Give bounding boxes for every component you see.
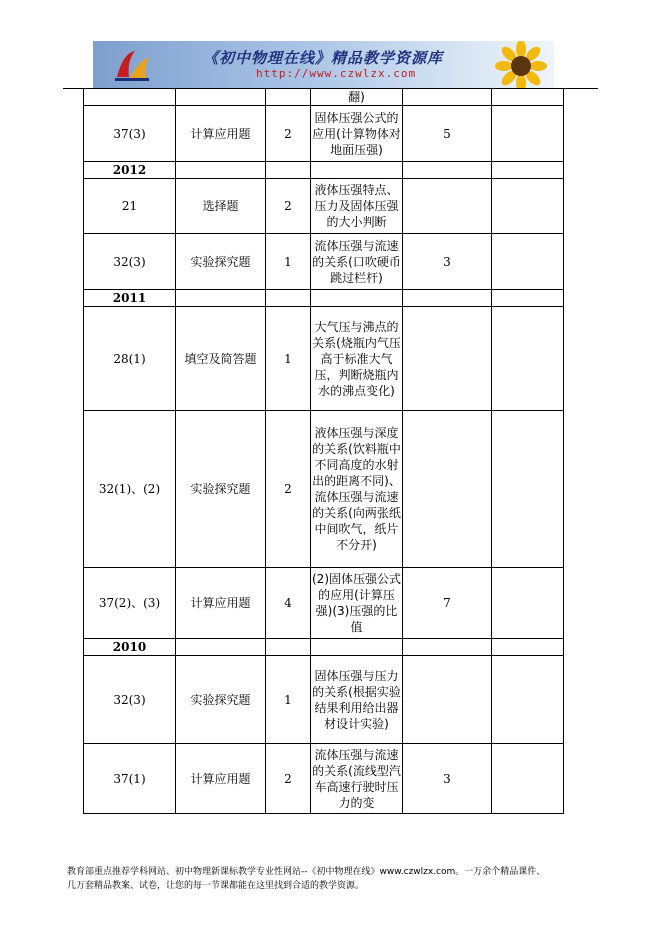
question-number-cell: 32(1)、(2)	[84, 411, 176, 568]
total-score-cell	[403, 656, 492, 744]
score-cell: 2	[266, 744, 311, 814]
empty-cell	[176, 290, 266, 307]
score-cell: 2	[266, 179, 311, 234]
question-type-cell: 计算应用题	[176, 744, 266, 814]
question-type-cell: 选择题	[176, 179, 266, 234]
empty-cell	[311, 290, 403, 307]
extra-cell	[492, 106, 564, 162]
table-row	[84, 89, 564, 106]
extra-cell	[492, 307, 564, 411]
question-type-cell: 实验探究题	[176, 234, 266, 290]
score-cell: 2	[266, 106, 311, 162]
footer-line-1: 教育部重点推荐学科网站、初中物理新课标教学专业性网站--《初中物理在线》www.czwlzx.com。一万余个精品课件、	[67, 867, 546, 877]
question-type-cell: 实验探究题	[176, 656, 266, 744]
year-row	[84, 639, 564, 656]
exam-analysis-table	[83, 88, 564, 814]
empty-cell	[266, 290, 311, 307]
empty-cell	[403, 639, 492, 656]
extra-cell	[492, 89, 564, 106]
question-number-cell	[84, 89, 176, 106]
question-type-cell: 计算应用题	[176, 568, 266, 639]
score-cell: 1	[266, 307, 311, 411]
total-score-cell: 3	[403, 234, 492, 290]
topic-cell: 翻)	[311, 89, 403, 106]
score-cell: 1	[266, 656, 311, 744]
question-number-cell: 28(1)	[84, 307, 176, 411]
topic-cell: 固体压强公式的应用(计算物体对地面压强)	[311, 106, 403, 162]
question-number-cell: 32(3)	[84, 656, 176, 744]
site-logo-icon	[113, 47, 151, 83]
empty-cell	[311, 639, 403, 656]
score-cell: 4	[266, 568, 311, 639]
extra-cell	[492, 656, 564, 744]
table-row	[84, 744, 564, 814]
topic-cell: 固体压强与压力的关系(根据实验结果利用给出器材设计实验)	[311, 656, 403, 744]
table-row	[84, 568, 564, 639]
extra-cell	[492, 179, 564, 234]
footer-note	[67, 865, 627, 893]
topic-cell: 液体压强特点、压力及固体压强的大小判断	[311, 179, 403, 234]
topic-cell: 流体压强与流速的关系(流线型汽车高速行驶时压力的变	[311, 744, 403, 814]
extra-cell	[492, 568, 564, 639]
topic-cell: 流体压强与流速的关系(口吹硬币跳过栏杆)	[311, 234, 403, 290]
footer-line-2: 几万套精品教案、试卷，让您的每一节课都能在这里找到合适的教学资源。	[67, 881, 365, 891]
banner-url[interactable]: http://www.czwlzx.com	[256, 67, 417, 80]
year-cell: 2011	[84, 290, 176, 307]
total-score-cell: 5	[403, 106, 492, 162]
year-row	[84, 162, 564, 179]
total-score-cell	[403, 307, 492, 411]
topic-cell: 大气压与沸点的关系(烧瓶内气压高于标准大气压，判断烧瓶内水的沸点变化)	[311, 307, 403, 411]
table-row	[84, 106, 564, 162]
table-row	[84, 656, 564, 744]
table-row	[84, 234, 564, 290]
year-row	[84, 290, 564, 307]
total-score-cell	[403, 89, 492, 106]
empty-cell	[492, 162, 564, 179]
question-number-cell: 37(3)	[84, 106, 176, 162]
question-type-cell	[176, 89, 266, 106]
question-number-cell: 37(2)、(3)	[84, 568, 176, 639]
banner-title: 《初中物理在线》精品教学资源库	[203, 49, 444, 67]
empty-cell	[176, 162, 266, 179]
question-number-cell: 37(1)	[84, 744, 176, 814]
question-number-cell: 21	[84, 179, 176, 234]
total-score-cell	[403, 179, 492, 234]
extra-cell	[492, 234, 564, 290]
empty-cell	[176, 639, 266, 656]
extra-cell	[492, 411, 564, 568]
year-cell: 2010	[84, 639, 176, 656]
topic-cell: (2)固体压强公式的应用(计算压强)(3)压强的比值	[311, 568, 403, 639]
empty-cell	[403, 290, 492, 307]
question-type-cell: 填空及简答题	[176, 307, 266, 411]
topic-cell: 液体压强与深度的关系(饮料瓶中不同高度的水射出的距离不同)、流体压强与流速的关系(向两张纸中间吹气，纸片不分开)	[311, 411, 403, 568]
site-banner	[93, 41, 554, 88]
empty-cell	[403, 162, 492, 179]
total-score-cell	[403, 411, 492, 568]
table-row	[84, 411, 564, 568]
empty-cell	[266, 162, 311, 179]
year-cell: 2012	[84, 162, 176, 179]
total-score-cell: 3	[403, 744, 492, 814]
extra-cell	[492, 744, 564, 814]
score-cell	[266, 89, 311, 106]
question-number-cell: 32(3)	[84, 234, 176, 290]
table-row	[84, 179, 564, 234]
question-type-cell: 实验探究题	[176, 411, 266, 568]
question-type-cell: 计算应用题	[176, 106, 266, 162]
empty-cell	[492, 290, 564, 307]
empty-cell	[492, 639, 564, 656]
score-cell: 2	[266, 411, 311, 568]
empty-cell	[266, 639, 311, 656]
sunflower-icon	[494, 41, 548, 88]
empty-cell	[311, 162, 403, 179]
total-score-cell: 7	[403, 568, 492, 639]
table-row	[84, 307, 564, 411]
score-cell: 1	[266, 234, 311, 290]
